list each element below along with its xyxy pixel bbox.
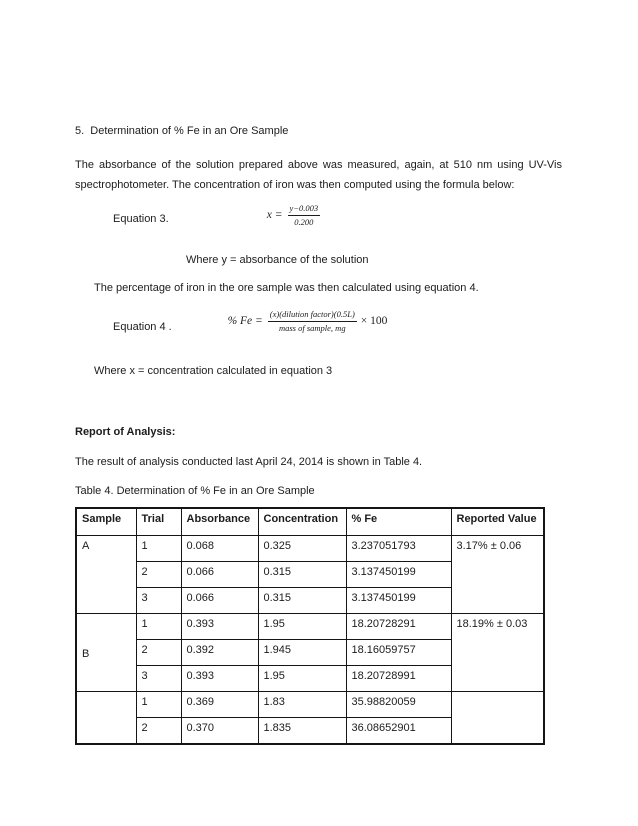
trial-cell: 1 <box>136 614 181 640</box>
equation-3-numerator: y−0.003 <box>288 203 321 216</box>
pct-fe-cell: 18.20728991 <box>346 666 451 692</box>
absorbance-cell: 0.393 <box>181 666 258 692</box>
table-row <box>76 536 544 562</box>
trial-cell: 2 <box>136 718 181 745</box>
absorbance-cell: 0.392 <box>181 640 258 666</box>
pct-fe-cell: 18.16059757 <box>346 640 451 666</box>
equation-4-fraction <box>268 309 357 334</box>
concentration-cell: 1.945 <box>258 640 346 666</box>
absorbance-cell: 0.068 <box>181 536 258 562</box>
method-sentence: The percentage of iron in the ore sample was then calculated using equation 4. <box>94 282 479 294</box>
header-sample: Sample <box>76 508 136 536</box>
concentration-cell: 1.95 <box>258 666 346 692</box>
header-trial: Trial <box>136 508 181 536</box>
trial-cell: 3 <box>136 666 181 692</box>
reported-value-cell <box>451 692 544 745</box>
intro-line-2: spectrophotometer. The concentration of iron was then computed using the formula below: <box>75 179 515 191</box>
report-sentence: The result of analysis conducted last April 24, 2014 is shown in Table 4. <box>75 456 423 468</box>
trial-cell: 1 <box>136 692 181 718</box>
equation-3-denominator: 0.200 <box>294 216 314 227</box>
trial-cell: 2 <box>136 562 181 588</box>
pct-fe-cell: 3.237051793 <box>346 536 451 562</box>
equation-3-lhs: x = <box>266 209 283 221</box>
absorbance-cell: 0.369 <box>181 692 258 718</box>
equation-4-lhs: % Fe = <box>227 315 263 327</box>
header-concentration: Concentration <box>258 508 346 536</box>
results-table <box>75 507 545 745</box>
equation-4-block <box>75 303 562 339</box>
pct-fe-cell: 18.20728291 <box>346 614 451 640</box>
concentration-cell: 0.325 <box>258 536 346 562</box>
header-pct-fe: % Fe <box>346 508 451 536</box>
trial-cell: 1 <box>136 536 181 562</box>
pct-fe-cell: 36.08652901 <box>346 718 451 745</box>
report-heading: Report of Analysis: <box>75 426 176 438</box>
trial-cell: 2 <box>136 640 181 666</box>
where-y-note: Where y = absorbance of the solution <box>186 254 369 266</box>
absorbance-cell: 0.393 <box>181 614 258 640</box>
equation-4-multiplier: × 100 <box>360 315 388 327</box>
pct-fe-cell: 35.98820059 <box>346 692 451 718</box>
equation-4 <box>75 303 562 339</box>
concentration-cell: 0.315 <box>258 588 346 614</box>
sample-cell: B <box>76 614 136 692</box>
table-caption: Table 4. Determination of % Fe in an Ore Sample <box>75 485 315 497</box>
equation-3 <box>75 199 562 231</box>
equation-3-fraction <box>288 203 321 228</box>
sample-cell: A <box>76 536 136 614</box>
concentration-cell: 1.835 <box>258 718 346 745</box>
sample-cell <box>76 692 136 745</box>
equation-4-label: Equation 4 . <box>113 321 172 333</box>
equation-4-denominator: mass of sample, mg <box>278 322 346 333</box>
concentration-cell: 1.95 <box>258 614 346 640</box>
absorbance-cell: 0.066 <box>181 588 258 614</box>
concentration-cell: 1.83 <box>258 692 346 718</box>
table-header-row <box>76 508 544 536</box>
table-row <box>76 614 544 640</box>
equation-4-numerator: (x)(dilution factor)(0.5L) <box>268 309 357 322</box>
header-reported-value: Reported Value <box>451 508 544 536</box>
absorbance-cell: 0.370 <box>181 718 258 745</box>
absorbance-cell: 0.066 <box>181 562 258 588</box>
table-row <box>76 692 544 718</box>
reported-value-cell: 18.19% ± 0.03 <box>451 614 544 692</box>
section-heading: 5. Determination of % Fe in an Ore Sample <box>75 125 289 137</box>
pct-fe-cell: 3.137450199 <box>346 588 451 614</box>
header-absorbance: Absorbance <box>181 508 258 536</box>
pct-fe-cell: 3.137450199 <box>346 562 451 588</box>
intro-paragraph <box>75 155 562 195</box>
equation-3-label: Equation 3. <box>113 213 169 225</box>
intro-line-1: The absorbance of the solution prepared above was measured, again, at 510 nm using UV-Vis <box>75 159 562 171</box>
trial-cell: 3 <box>136 588 181 614</box>
reported-value-cell: 3.17% ± 0.06 <box>451 536 544 614</box>
equation-3-block <box>75 199 562 231</box>
results-table-body <box>76 536 544 745</box>
concentration-cell: 0.315 <box>258 562 346 588</box>
where-x-note: Where x = concentration calculated in equation 3 <box>94 365 333 377</box>
